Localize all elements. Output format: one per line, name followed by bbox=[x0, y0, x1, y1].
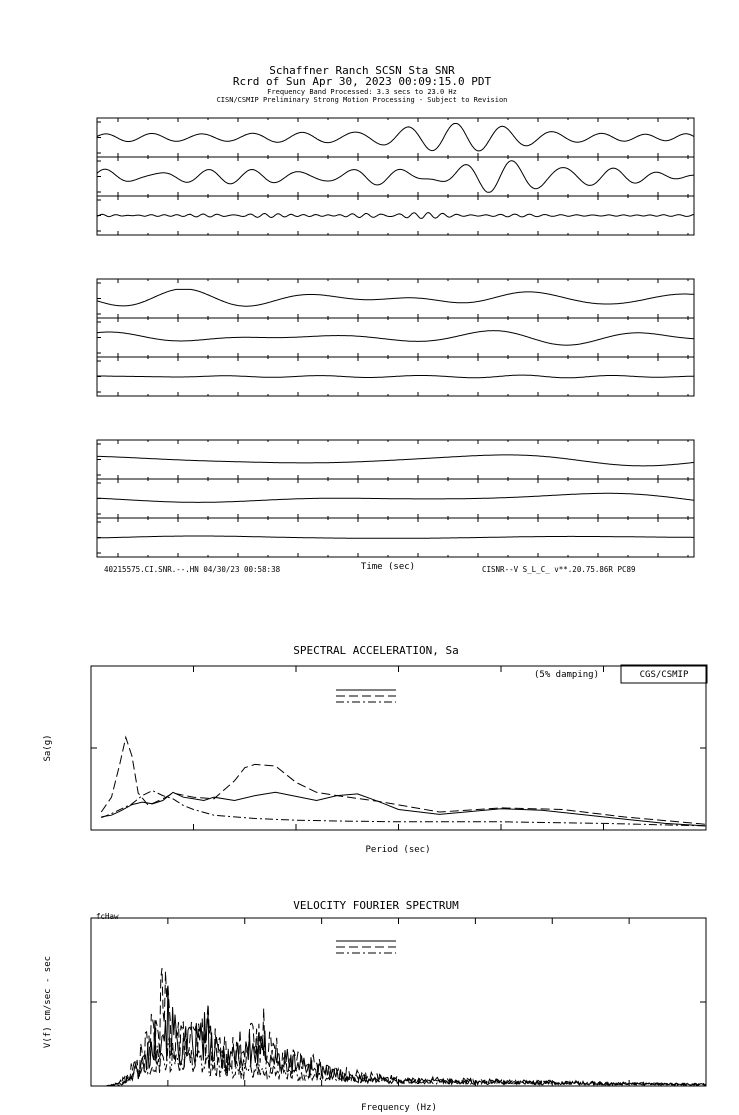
time-series-section bbox=[97, 118, 694, 235]
channel-frame bbox=[97, 440, 694, 479]
channel-frame bbox=[97, 157, 694, 196]
channel-waveform bbox=[97, 289, 694, 306]
time-axis-label: Time (sec) bbox=[360, 562, 416, 572]
plot-frame bbox=[91, 918, 706, 1086]
channel-frame bbox=[97, 518, 694, 557]
channel-waveform bbox=[97, 331, 694, 346]
velocity-fourier-spectrum-chart bbox=[43, 899, 706, 1113]
sa-agency-label: CGS/CSMIP bbox=[639, 670, 689, 680]
channel-trace-panel bbox=[97, 318, 694, 357]
spectral-acceleration-chart bbox=[43, 644, 707, 855]
fs-corner-label: fcHaw bbox=[96, 912, 119, 921]
channel-waveform bbox=[97, 213, 694, 219]
fs-ylabel: V(f) cm/sec - sec bbox=[43, 955, 53, 1049]
channel-waveform bbox=[97, 455, 694, 466]
processing-id-footer: CISNR--V S_L_C_ v**.20.75.86R PC89 bbox=[482, 565, 636, 574]
record-header bbox=[217, 64, 508, 104]
channel-trace-panel bbox=[97, 357, 694, 396]
sa-damping-note: (5% damping) bbox=[534, 670, 600, 680]
channel-waveform bbox=[97, 493, 694, 502]
time-series-section bbox=[97, 440, 694, 557]
channel-waveform bbox=[97, 124, 694, 151]
channel-waveform bbox=[97, 161, 694, 192]
channel-trace-panel bbox=[97, 518, 694, 557]
sa-ylabel: Sa(g) bbox=[43, 734, 53, 762]
channel-trace-panel bbox=[97, 196, 694, 235]
channel-waveform bbox=[97, 375, 694, 378]
time-axis bbox=[104, 562, 636, 574]
series-line bbox=[101, 791, 706, 826]
header-band: Frequency Band Processed: 3.3 secs to 23.0 Hz bbox=[267, 88, 457, 96]
channel-trace-panel bbox=[97, 157, 694, 196]
record-id-footer: 40215575.CI.SNR.--.HN 04/30/23 00:58:38 bbox=[104, 565, 281, 574]
sa-chart-title: SPECTRAL ACCELERATION, Sa bbox=[293, 644, 459, 657]
channel-trace-panel bbox=[97, 279, 694, 318]
series-line bbox=[101, 737, 706, 824]
header-station: Schaffner Ranch SCSN Sta SNR bbox=[269, 64, 455, 77]
channel-trace-panel bbox=[97, 479, 694, 518]
channel-trace-panel bbox=[97, 440, 694, 479]
header-disclaimer: CISN/CSMIP Preliminary Strong Motion Processing - Subject to Revision bbox=[216, 96, 508, 104]
fs-chart-title: VELOCITY FOURIER SPECTRUM bbox=[293, 899, 459, 912]
fs-xlabel: Frequency (Hz) bbox=[361, 1103, 437, 1113]
sa-xlabel: Period (sec) bbox=[365, 845, 431, 855]
time-series-panels bbox=[97, 118, 694, 557]
channel-trace-panel bbox=[97, 118, 694, 157]
channel-waveform bbox=[97, 536, 694, 538]
time-series-section bbox=[97, 279, 694, 396]
header-record: Rcrd of Sun Apr 30, 2023 00:09:15.0 PDT bbox=[232, 75, 492, 88]
